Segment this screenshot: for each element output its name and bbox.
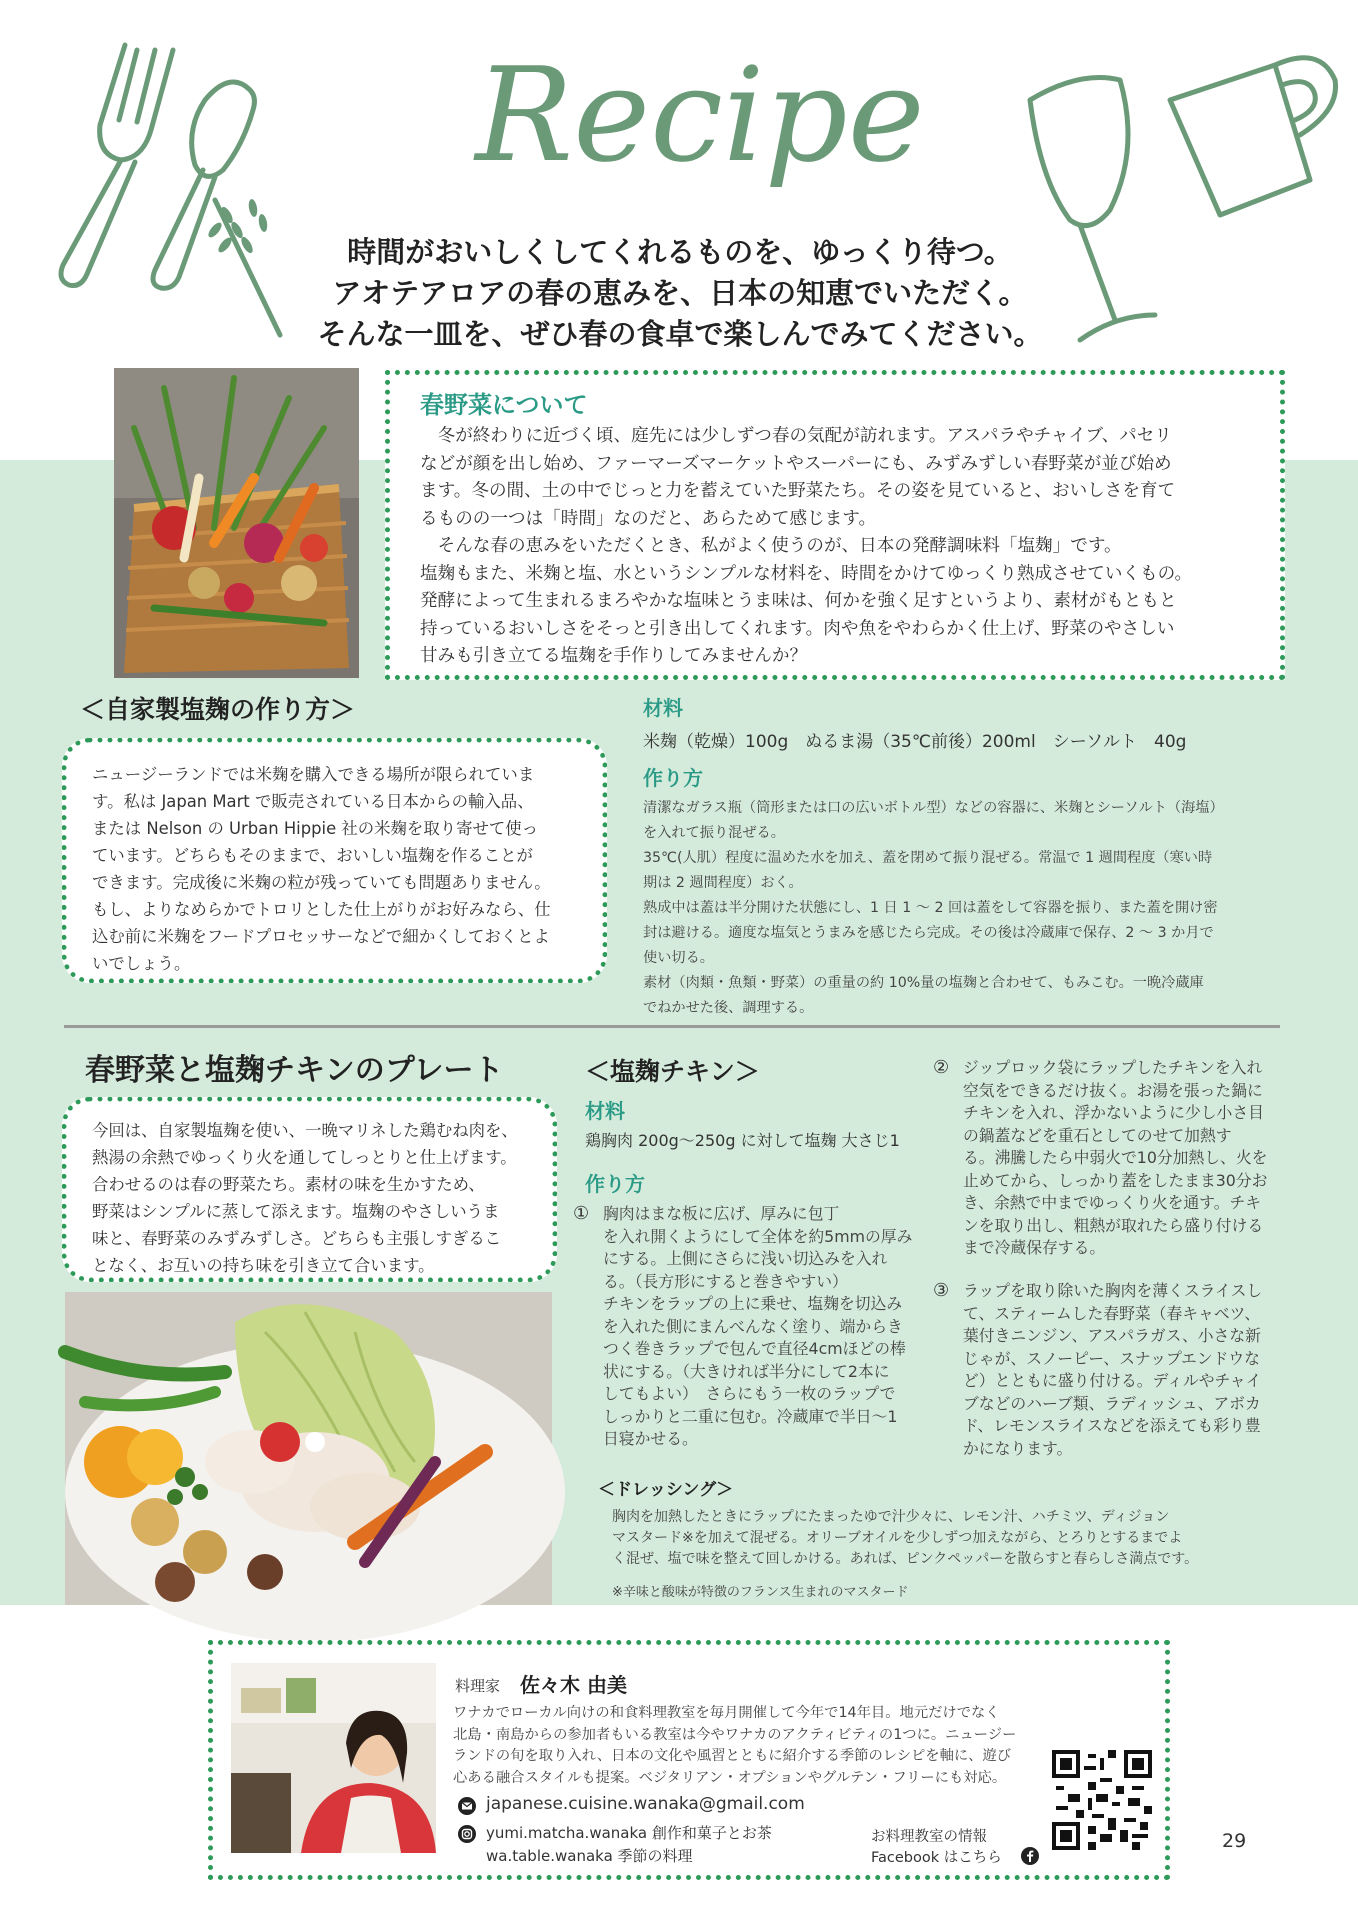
bio-line: 北島・南島からの参加者もいる教室は今やワナカのアクティビティの1つに。ニュージー xyxy=(453,1726,1017,1743)
method-line: を入れて振り混ぜる。 xyxy=(643,825,785,841)
method-line: 使い切る。 xyxy=(643,950,714,966)
dressing-title: ＜ドレッシング＞ xyxy=(598,1480,734,1500)
step3-line: ど）とともに盛り付ける。ディルやチャイ xyxy=(963,1371,1262,1390)
step2-line: ンを取り出し、粗熱が取れたら盛り付ける xyxy=(963,1215,1264,1235)
note-line: 込む前に米麹をフードプロセッサーなどで細かくしておくとよ xyxy=(92,927,550,946)
shiokoji-ingredients: 米麹（乾燥）100g ぬるま湯（35℃前後）200ml シーソルト 40g xyxy=(643,732,1187,752)
method-line: 熟成中は蓋は半分開けた状態にし、1 日 1 〜 2 回は蓋をして容器を振り、また蓋を開け密 xyxy=(643,900,1218,916)
shiokoji-note-text xyxy=(92,761,551,977)
intro-line: 野菜はシンプルに蒸して添えます。塩麹のやさしいうま xyxy=(92,1202,500,1221)
about-line: 持っているおいしさをそっと引き出してくれます。肉や魚をやわらかく仕上げ、野菜のやさしい xyxy=(420,618,1175,639)
step3-number: ③ xyxy=(933,1280,950,1301)
chef-profile-box xyxy=(208,1640,1170,1880)
note-line: す。私は Japan Mart で販売されている日本からの輸入品、 xyxy=(92,792,534,811)
intro-line: 今回は、自家製塩麹を使い、一晩マリネした鶏むね肉を、 xyxy=(92,1121,518,1140)
vegetable-basket-photo xyxy=(114,368,359,678)
chicken-ingredients: 鶏胸肉 200g〜250g に対して塩麹 大さじ1 xyxy=(585,1131,900,1150)
step1-line: 状にする。（大きければ半分にして2本に xyxy=(603,1361,890,1381)
step2-line: まで冷蔵保存する。 xyxy=(963,1238,1106,1257)
svg-text:Recipe: Recipe xyxy=(475,39,925,191)
step2-line: 空気をできるだけ抜く。お湯を張った鍋に xyxy=(963,1080,1263,1100)
chef-role: 料理家 xyxy=(455,1677,501,1695)
facebook-link-label[interactable]: Facebook はこちら xyxy=(871,1850,1002,1866)
step3-line: じゃが、スノーピー、スナップエンドウな xyxy=(963,1348,1260,1368)
note-line: ニュージーランドでは米麹を購入できる場所が限られていま xyxy=(92,765,535,784)
step2-line: ジップロック袋にラップしたチキンを入れ xyxy=(963,1058,1263,1077)
step3-line: 葉付きニンジン、アスパラガス、小さな新 xyxy=(963,1326,1261,1345)
step2-line: る。沸騰したら中弱火で10分加熱し、火を xyxy=(963,1148,1268,1167)
plate-intro-text xyxy=(92,1117,518,1279)
note-line: もし、よりなめらかでトロリとした仕上がりがお好みなら、仕 xyxy=(92,900,551,919)
step1-text xyxy=(603,1203,912,1451)
about-line: 冬が終わりに近づく頃、庭先には少しずつ春の気配が訪れます。アスパラやチャイブ、パセリ xyxy=(420,426,1172,446)
shiokoji-title: ＜自家製塩麹の作り方＞ xyxy=(80,695,356,724)
step2-text xyxy=(963,1057,1267,1260)
chef-instagram-1[interactable]: yumi.matcha.wanaka 創作和菓子とお茶 xyxy=(486,1824,772,1842)
about-line: るものの一つは「時間」なのだと、あらためて感じます。 xyxy=(420,508,877,529)
step2-line: き、余熱で中までゆっくり火を通す。チキ xyxy=(963,1193,1262,1212)
recipe-title-script xyxy=(475,10,925,220)
chef-name: 佐々木 由美 xyxy=(520,1673,627,1697)
step1-number: ① xyxy=(573,1203,590,1224)
step1-line: 日寝かせる。 xyxy=(603,1429,698,1448)
dressing-footnote: ※辛味と酸味が特徴のフランス生まれのマスタード xyxy=(612,1585,909,1600)
step1-line: 胸肉はまな板に広げ、厚みに包丁 xyxy=(603,1204,840,1223)
step3-line: ド、レモンスライスなどを添えても彩り豊 xyxy=(963,1416,1261,1435)
tagline xyxy=(230,232,1130,355)
method-line: 清潔なガラス瓶（筒形または口の広いボトル型）などの容器に、米麹とシーソルト（海塩） xyxy=(643,800,1224,816)
qr-code-icon[interactable] xyxy=(1052,1750,1152,1850)
step3-line: ブなどのハーブ類、ラディッシュ、アボカ xyxy=(963,1393,1261,1413)
shiokoji-note-box xyxy=(62,738,607,983)
about-line: そんな春の恵みをいただくとき、私がよく使うのが、日本の発酵調味料「塩麹」です。 xyxy=(420,536,1122,556)
tagline-line: アオテアロアの春の恵みを、日本の知恵でいただく。 xyxy=(332,276,1028,310)
page-number: 29 xyxy=(1222,1830,1247,1852)
chef-email-link[interactable]: japanese.cuisine.wanaka@gmail.com xyxy=(486,1794,805,1814)
shiokoji-ingredients-heading: 材料 xyxy=(643,696,683,720)
chef-portrait-photo xyxy=(231,1663,436,1853)
dressing-line: マスタード※を加えて混ぜる。オリーブオイルを少しずつ加えながら、とろりとするまでよ xyxy=(612,1530,1183,1546)
step3-line: ラップを取り除いた胸肉を薄くスライスし xyxy=(963,1281,1263,1300)
dressing-line: く混ぜ、塩で味を整えて回しかける。あれば、ピンクペッパーを散らすと春らしさ満点です。 xyxy=(612,1551,1199,1567)
about-line: 発酵によって生まれるまろやかな塩味とうま味は、何かを強く足すというより、素材がもともと xyxy=(420,591,1177,611)
instagram-icon xyxy=(458,1825,476,1843)
method-line: 期は 2 週間程度）おく。 xyxy=(643,875,803,891)
bio-line: 心ある融合スタイルも提案。ベジタリアン・オプションやグルテン・フリーにも対応。 xyxy=(453,1769,1007,1786)
plate-title: 春野菜と塩麹チキンのプレート xyxy=(85,1053,504,1088)
about-title: 春野菜について xyxy=(420,391,588,419)
step1-line: を入れた側にまんべんなく塗り、端からき xyxy=(603,1316,903,1336)
shiokoji-method-text xyxy=(643,796,1224,1021)
method-line: 封は避ける。適度な塩気とうまみを感じたら完成。その後は冷蔵庫で保存、2 〜 3 か月で xyxy=(643,925,1214,941)
step3-text xyxy=(963,1280,1262,1460)
step1-line: にする。上側にさらに浅い切込みを入れ xyxy=(603,1249,888,1268)
method-line: 35℃(人肌）程度に温めた水を加え、蓋を閉めて振り混ぜる。常温で 1 週間程度（寒い時 xyxy=(643,850,1213,866)
step3-line: て、スティームした春野菜（春キャベツ、 xyxy=(963,1303,1261,1323)
note-line: ています。どちらもそのままで、おいしい塩麹を作ることが xyxy=(92,846,533,865)
intro-line: 熱湯の余熱でゆっくり火を通してしっとりと仕上げます。 xyxy=(92,1148,517,1167)
note-line: できます。完成後に米麹の粒が残っていても問題ありません。 xyxy=(92,873,551,892)
intro-line: となく、お互いの持ち味を引き立て合います。 xyxy=(92,1256,435,1275)
note-line: または Nelson の Urban Hippie 社の米麹を取り寄せて使っ xyxy=(92,819,539,838)
step1-line: チキンをラップの上に乗せ、塩麹を切込み xyxy=(603,1294,903,1313)
step1-line: しっかりと二重に包む。冷蔵庫で半日〜1 xyxy=(603,1406,898,1426)
email-icon xyxy=(458,1797,476,1815)
tagline-line: 時間がおいしくしてくれるものを、ゆっくり待つ。 xyxy=(347,235,1013,269)
step1-line: を入れ開くようにして全体を約5mmの厚み xyxy=(603,1226,913,1246)
about-spring-vegetables-box xyxy=(385,370,1285,680)
chicken-ingredients-heading: 材料 xyxy=(585,1099,625,1123)
step1-line: る。（長方形にすると巻きやすい） xyxy=(603,1271,848,1291)
chicken-method-heading: 作り方 xyxy=(585,1172,645,1196)
step3-line: かになります。 xyxy=(963,1438,1073,1458)
note-line: いでしょう。 xyxy=(92,954,191,973)
about-line: ます。冬の間、土の中でじっと力を蓄えていた野菜たち。その姿を見ていると、おいしさを育て xyxy=(420,481,1176,501)
step2-line: チキンを入れ、浮かないように少し小さ目 xyxy=(963,1103,1264,1122)
tagline-line: そんな一皿を、ぜひ春の食卓で楽しんでみてください。 xyxy=(317,317,1043,351)
facebook-icon[interactable] xyxy=(1021,1847,1039,1865)
dressing-line: 胸肉を加熱したときにラップにたまったゆで汁少々に、レモン汁、ハチミツ、ディジョン xyxy=(612,1509,1170,1525)
class-info-label: お料理教室の情報 xyxy=(871,1829,987,1845)
chicken-plate-photo xyxy=(65,1292,552,1605)
chicken-title: ＜塩麹チキン＞ xyxy=(585,1057,760,1086)
chef-instagram-2[interactable]: wa.table.wanaka 季節の料理 xyxy=(486,1847,693,1865)
step1-line: してもよい） さらにもう一枚のラップで xyxy=(603,1384,896,1403)
step2-line: の鍋蓋などを重石としてのせて加熱す xyxy=(963,1125,1232,1145)
dressing-text xyxy=(612,1507,1198,1570)
intro-line: 味と、春野菜のみずみずしさ。どちらも主張しすぎるこ xyxy=(92,1229,502,1248)
section-divider xyxy=(64,1025,1280,1028)
intro-line: 合わせるのは春の野菜たち。素材の味を生かすため、 xyxy=(92,1175,485,1194)
method-line: 素材（肉類・魚類・野菜）の重量の約 10%量の塩麹と合わせて、もみこむ。一晩冷蔵庫 xyxy=(643,975,1204,991)
shiokoji-method-heading: 作り方 xyxy=(643,766,703,790)
plate-intro-box xyxy=(62,1097,557,1282)
chef-bio xyxy=(453,1703,1016,1789)
step2-line: 止めてから、しっかり蓋をしたまま30分お xyxy=(963,1170,1268,1190)
step1-line: つく巻きラップで包んで直径4cmほどの棒 xyxy=(603,1339,906,1358)
bio-line: ランドの旬を取り入れ、日本の文化や風習とともに紹介する季節のレシピを軸に、遊び xyxy=(453,1748,1012,1764)
about-line: 塩麹もまた、米麹と塩、水というシンプルな材料を、時間をかけてゆっくり熟成させていくもの。 xyxy=(420,563,1193,584)
bio-line: ワナカでローカル向けの和食料理教室を毎月開催して今年で14年目。地元だけでなく xyxy=(453,1705,1000,1721)
step2-number: ② xyxy=(933,1057,950,1078)
about-line: などが顔を出し始め、ファーマーズマーケットやスーパーにも、みずみずしい春野菜が並び始め xyxy=(420,453,1172,474)
method-line: でねかせた後、調理する。 xyxy=(643,1000,814,1016)
about-text xyxy=(420,423,1192,671)
about-line: 甘みも引き立てる塩麹を手作りしてみませんか？ xyxy=(420,646,808,666)
